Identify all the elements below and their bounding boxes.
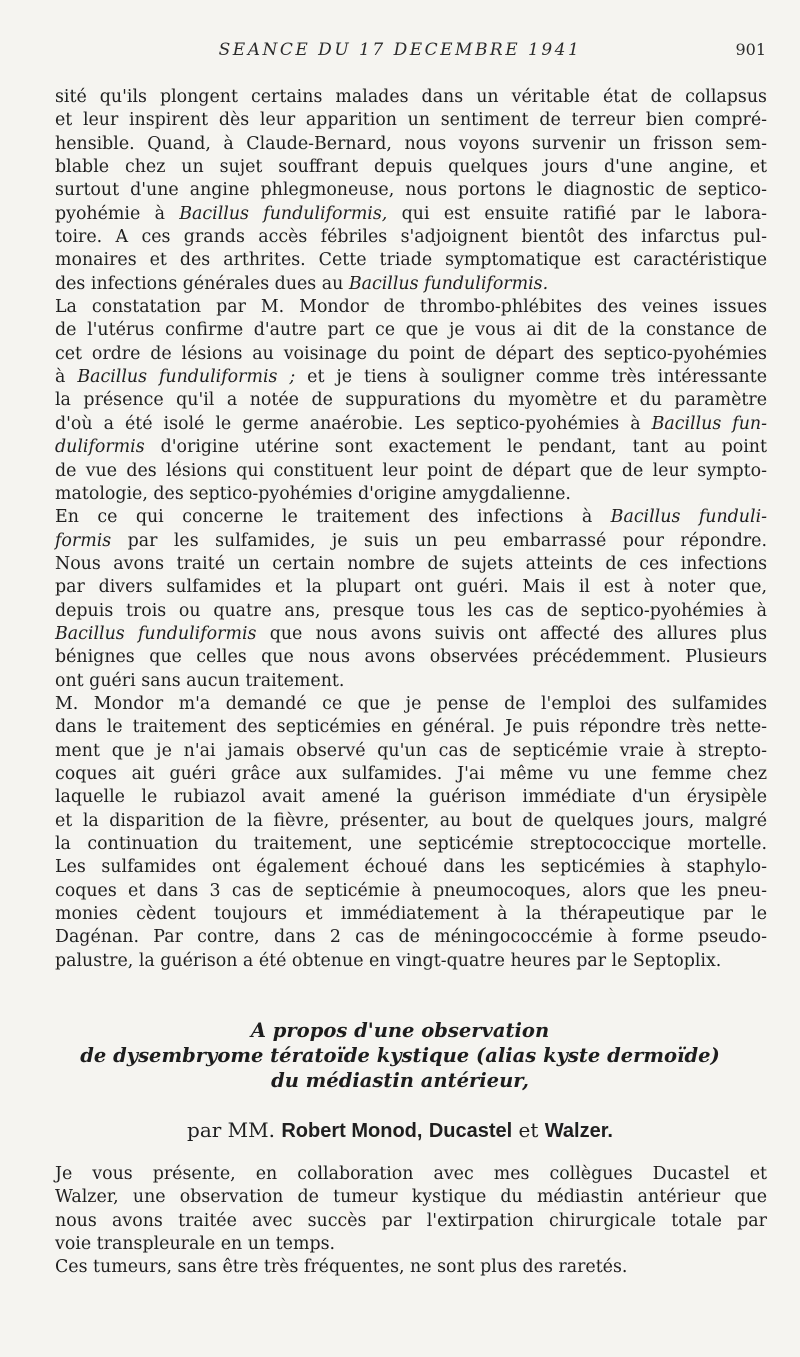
article-title-line: de dysembryome tératoïde kystique (alias kyste dermoïde) bbox=[80, 1044, 720, 1067]
paragraph bbox=[55, 86, 767, 296]
text-line: de vue des lésions qui constituent leur point de départ que de leur sympto- bbox=[55, 460, 767, 481]
text-line: laquelle le rubiazol avait amené la guérison immédiate d'un érysipèle bbox=[55, 787, 767, 808]
text-line: voie transpleurale en un temps. bbox=[55, 1234, 336, 1255]
text-line: bénignes que celles que nous avons observées précédemment. Plusieurs bbox=[55, 647, 767, 668]
text-line: Nous avons traité un certain nombre de sujets atteints de ces infections bbox=[55, 553, 767, 574]
text-line: Je vous présente, en collaboration avec mes collègues Ducastel et bbox=[55, 1164, 767, 1184]
text-line: Ces tumeurs, sans être très fréquentes, ne sont plus des raretés. bbox=[55, 1257, 628, 1278]
text-line: d'où a été isolé le germe anaérobie. Les septico-pyohémies à Bacillus fun- bbox=[55, 413, 767, 434]
italic-species-name: Bacillus funduli- bbox=[610, 507, 768, 528]
paragraph bbox=[55, 693, 767, 973]
text-line: de l'utérus confirme d'autre part ce que je vous ai dit de la constance de bbox=[55, 320, 767, 341]
text-line: à Bacillus funduliformis ; et je tiens à souligner comme très intéressante bbox=[55, 367, 767, 388]
text-line: La constatation par M. Mondor de thrombo-phlébites des veines issues bbox=[55, 297, 767, 318]
italic-species-name: duliformis bbox=[55, 437, 145, 458]
text-line: blable chez un sujet souffrant depuis quelques jours d'une angine, et bbox=[55, 157, 767, 178]
text-line: Dagénan. Par contre, dans 2 cas de méningococcémie à forme pseudo- bbox=[55, 927, 767, 948]
running-header-title: SEANCE DU 17 DECEMBRE 1941 bbox=[218, 40, 582, 60]
author-name: Robert Monod, bbox=[281, 1120, 423, 1142]
text-line: coques ait guéri grâce aux sulfamides. J'ai même vu une femme chez bbox=[55, 763, 767, 784]
text-line: ment que je n'ai jamais observé qu'un cas de septicémie vraie à strepto- bbox=[55, 740, 767, 761]
text-line: Les sulfamides ont également échoué dans les septicémies à staphylo- bbox=[55, 857, 767, 878]
paragraph bbox=[55, 1163, 767, 1256]
text-line: palustre, la guérison a été obtenue en vingt-quatre heures par le Septoplix. bbox=[55, 950, 722, 971]
text-line: la continuation du traitement, une septicémie streptococcique mortelle. bbox=[55, 834, 767, 854]
text-line: ont guéri sans aucun traitement. bbox=[55, 670, 345, 691]
text-line: formis par les sulfamides, je suis un peu embarrassé pour répondre. bbox=[55, 530, 767, 551]
article-title-line: du médiastin antérieur, bbox=[271, 1069, 529, 1092]
text-line: duliformis d'origine utérine sont exactement le pendant, tant au point bbox=[55, 437, 767, 458]
italic-species-name: Bacillus funduliformis. bbox=[348, 273, 549, 294]
italic-species-name: Bacillus funduliformis ; bbox=[77, 367, 296, 388]
text-line: Walzer, une observation de tumeur kystique du médiastin antérieur que bbox=[55, 1187, 767, 1208]
italic-species-name: Bacillus fun- bbox=[651, 413, 767, 434]
article-title bbox=[0, 1018, 800, 1093]
text-line: Bacillus funduliformis que nous avons suivis ont affecté des allures plus bbox=[55, 623, 768, 644]
text-line: depuis trois ou quatre ans, presque tous les cas de septico-pyohémies à bbox=[55, 600, 767, 621]
italic-species-name: formis bbox=[55, 530, 112, 551]
text-line: monaires et des arthrites. Cette triade symptomatique est caractéristique bbox=[55, 250, 767, 271]
article-authors bbox=[0, 1117, 800, 1144]
paragraph bbox=[55, 296, 767, 506]
italic-species-name: Bacillus funduliformis, bbox=[179, 203, 388, 224]
article-intro-text bbox=[55, 1163, 767, 1280]
text-line: monies cèdent toujours et immédiatement à la thérapeutique par le bbox=[55, 904, 767, 925]
page-number: 901 bbox=[735, 40, 766, 59]
text-line: M. Mondor m'a demandé ce que je pense de l'emploi des sulfamides bbox=[55, 693, 767, 714]
text-line: pyohémie à Bacillus funduliformis, qui est ensuite ratifié par le labora- bbox=[55, 203, 768, 224]
text-line: sité qu'ils plongent certains malades dans un véritable état de collapsus bbox=[55, 87, 767, 107]
text-line: toire. A ces grands accès fébriles s'adjoignent bientôt des infarctus pul- bbox=[55, 227, 767, 248]
paragraph bbox=[55, 506, 767, 693]
paragraph bbox=[55, 1256, 767, 1279]
text-line: et leur inspirent dès leur apparition un sentiment de terreur bien compré- bbox=[55, 110, 767, 131]
italic-species-name: Bacillus funduliformis bbox=[55, 623, 257, 644]
text-line: par divers sulfamides et la plupart ont guéri. Mais il est à noter que, bbox=[55, 577, 767, 598]
running-header bbox=[0, 40, 800, 64]
authors-joiner: et bbox=[518, 1118, 539, 1142]
text-line: la présence qu'il a notée de suppurations du myomètre et du paramètre bbox=[55, 390, 767, 411]
author-name: Walzer. bbox=[544, 1120, 613, 1142]
text-line: En ce qui concerne le traitement des infections à Bacillus funduli- bbox=[55, 507, 768, 528]
text-line: cet ordre de lésions au voisinage du point de départ des septico-pyohémies bbox=[55, 343, 767, 364]
text-line: des infections générales dues au Bacillus funduliformis. bbox=[55, 273, 549, 294]
text-line: dans le traitement des septicémies en général. Je puis répondre très nette- bbox=[55, 717, 767, 738]
text-line: surtout d'une angine phlegmoneuse, nous portons le diagnostic de septico- bbox=[55, 180, 767, 201]
article-title-line: A propos d'une observation bbox=[250, 1019, 550, 1042]
text-line: coques et dans 3 cas de septicémie à pneumocoques, alors que les pneu- bbox=[55, 880, 767, 901]
text-line: et la disparition de la fièvre, présenter, au bout de quelques jours, malgré bbox=[55, 810, 767, 831]
text-line: hensible. Quand, à Claude-Bernard, nous voyons survenir un frisson sem- bbox=[55, 133, 767, 154]
author-name: Ducastel bbox=[428, 1120, 513, 1142]
discussion-text bbox=[55, 86, 767, 973]
authors-prefix: par MM. bbox=[187, 1118, 275, 1142]
text-line: nous avons traitée avec succès par l'extirpation chirurgicale totale par bbox=[55, 1210, 767, 1231]
text-line: matologie, des septico-pyohémies d'origine amygdalienne. bbox=[55, 483, 571, 504]
